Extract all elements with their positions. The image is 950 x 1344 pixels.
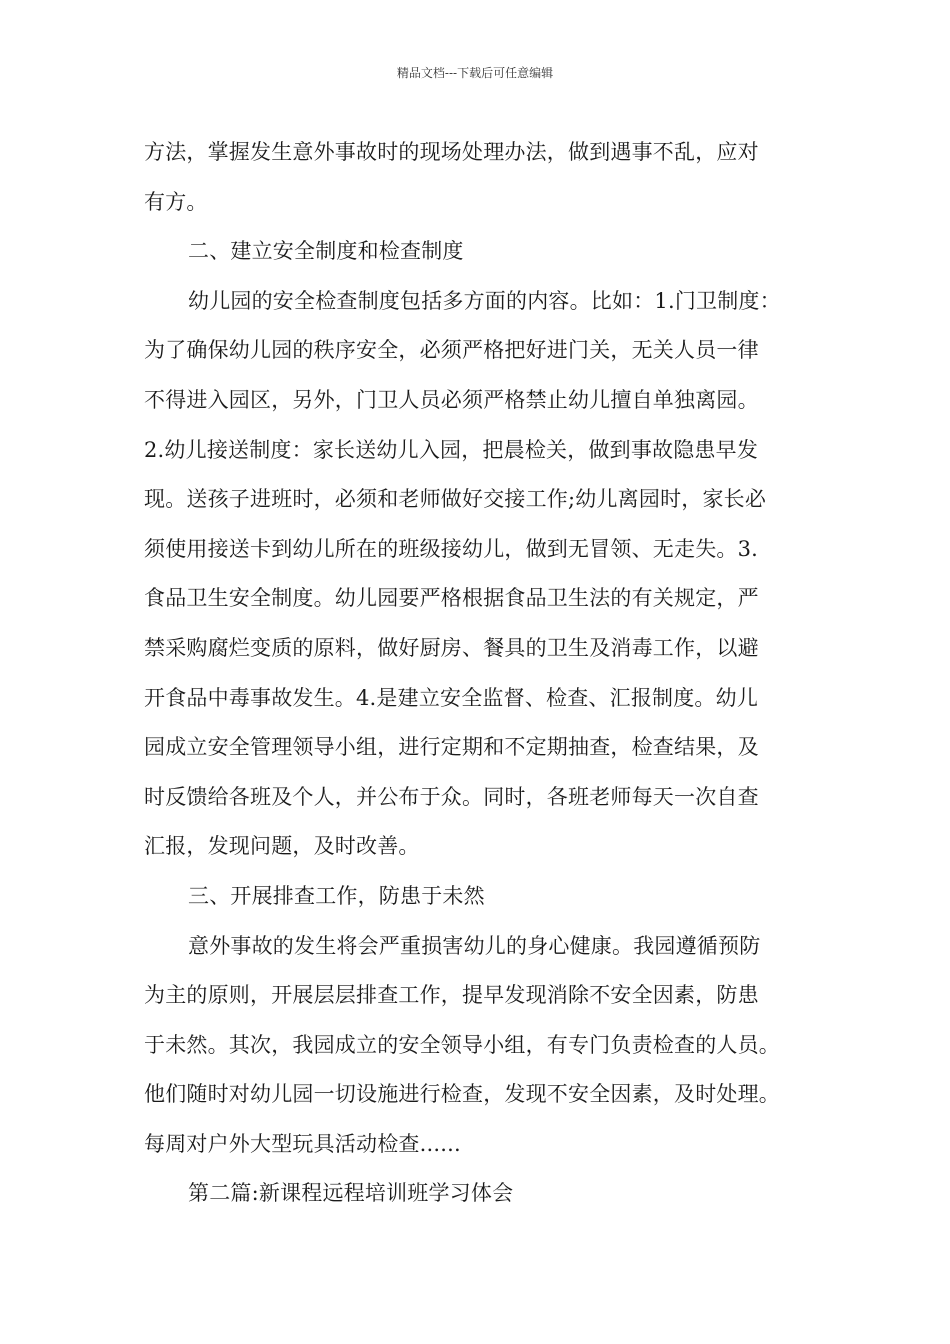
text-line: 食品卫生安全制度。幼儿园要严格根据食品卫生法的有关规定，严 — [144, 586, 759, 611]
text-line: 时反馈给各班及个人，并公布于众。同时，各班老师每天一次自查 — [144, 784, 759, 809]
text-line: 为了确保幼儿园的秩序安全，必须严格把好进门关，无关人员一律 — [144, 338, 759, 363]
text-line: 须使用接送卡到幼儿所在的班级接幼儿，做到无冒领、无走失。3. — [144, 536, 759, 561]
text-line: 每周对户外大型玩具活动检查...... — [144, 1131, 461, 1156]
text-line: 现。送孩子进班时，必须和老师做好交接工作;幼儿离园时，家长必 — [144, 487, 767, 512]
text-line: 他们随时对幼儿园一切设施进行检查，发现不安全因素，及时处理。 — [144, 1082, 780, 1107]
text-line: 于未然。其次，我园成立的安全领导小组，有专门负责检查的人员。 — [144, 1032, 780, 1057]
text-line: 园成立安全管理领导小组，进行定期和不定期抽查，检查结果，及 — [144, 735, 759, 760]
text-line: 2.幼儿接送制度：家长送幼儿入园，把晨检关，做到事故隐患早发 — [144, 437, 759, 462]
text-line: 不得进入园区，另外，门卫人员必须严格禁止幼儿擅自单独离园。 — [144, 387, 759, 412]
page-header: 精品文档---下载后可任意编辑 — [396, 66, 554, 80]
section-heading: 二、建立安全制度和检查制度 — [188, 239, 464, 264]
text-line: 意外事故的发生将会严重损害幼儿的身心健康。我园遵循预防 — [188, 933, 761, 958]
text-line: 汇报，发现问题，及时改善。 — [144, 834, 420, 859]
text-line: 开食品中毒事故发生。4.是建立安全监督、检查、汇报制度。幼儿 — [144, 685, 759, 710]
text-line: 禁采购腐烂变质的原料，做好厨房、餐具的卫生及消毒工作，以避 — [144, 635, 759, 660]
section-heading: 三、开展排查工作，防患于未然 — [188, 883, 485, 908]
text-line: 方法，掌握发生意外事故时的现场处理办法，做到遇事不乱，应对 — [144, 140, 759, 164]
text-line: 有方。 — [144, 189, 208, 214]
chapter-title: 第二篇:新课程远程培训班学习体会 — [188, 1181, 514, 1206]
text-line: 幼儿园的安全检查制度包括多方面的内容。比如：1.门卫制度： — [188, 288, 781, 313]
text-line: 为主的原则，开展层层排查工作，提早发现消除不安全因素，防患 — [144, 983, 759, 1008]
document-body — [144, 128, 824, 1219]
